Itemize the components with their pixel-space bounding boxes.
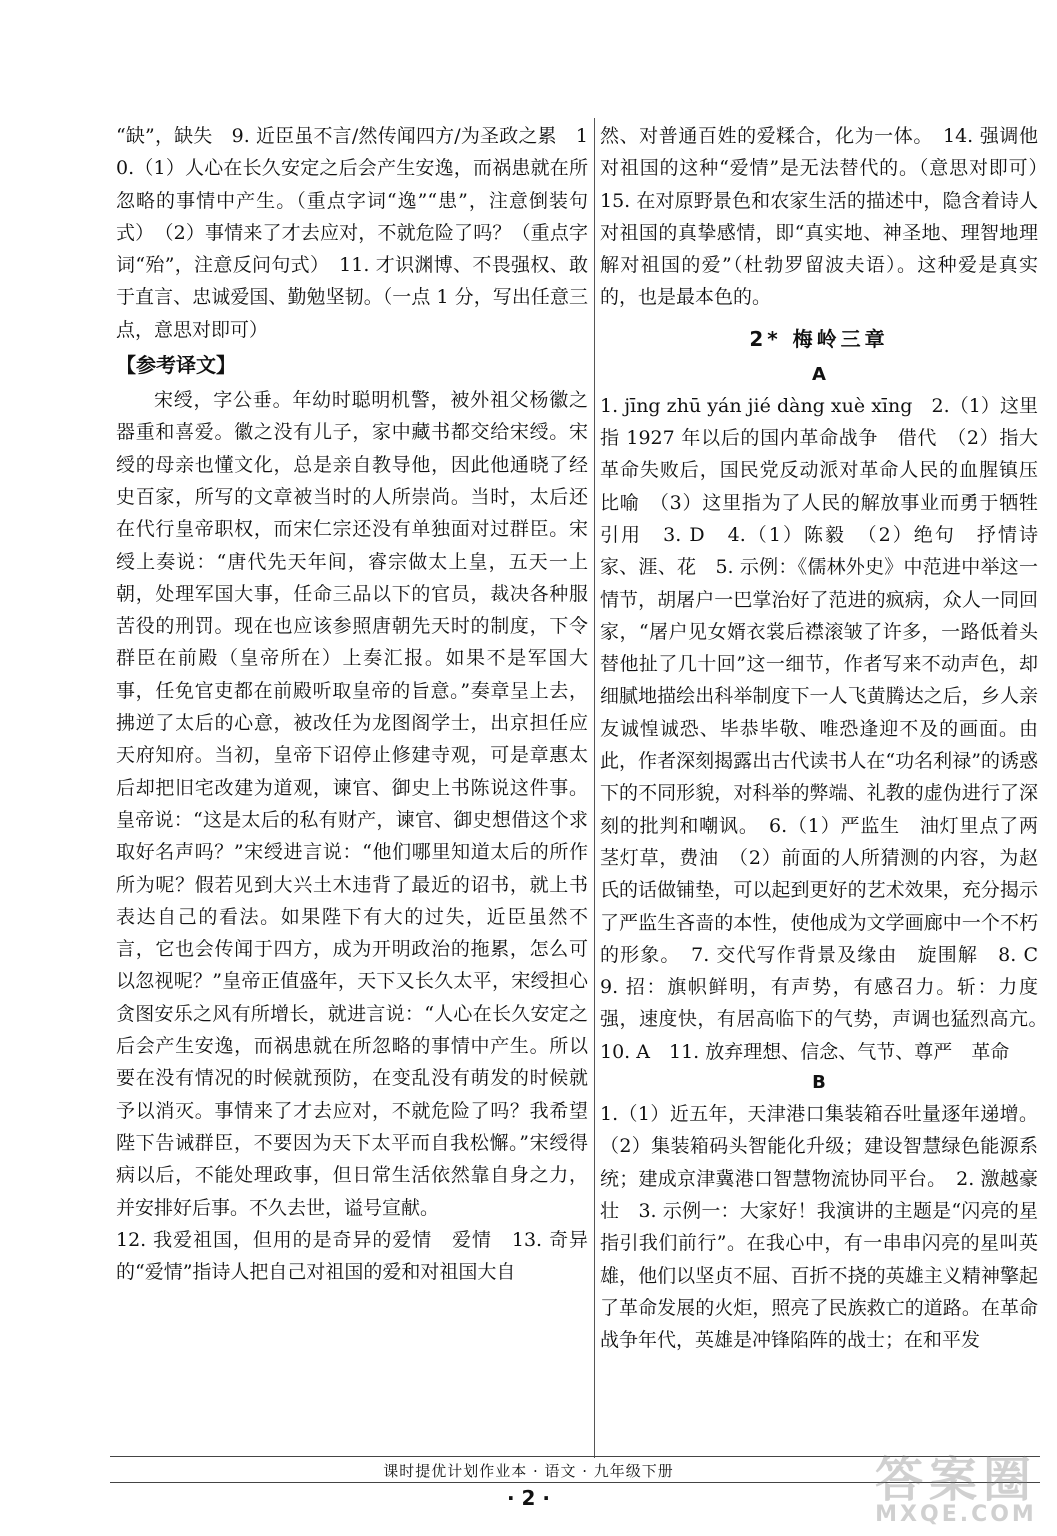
answer-paragraph: 1. jīng zhū yán jié dàng xuè xīng 2.（1）这里指 1927 年以后的国内革命战争 借代 （2）指大革命失败后，国民党反动派对革命人民的血腥镇压 比喻 （3）这里指为了人民的解放事业而勇于牺牲 引用 3. D 4.（1）陈毅 （2）绝句 抒情诗 家、涯、花 5. 示例：《儒林外史》中范进中举这一情节，胡屠户一巴掌治好了范进的疯病，众人一同回家，“屠户见女婿衣裳后襟滚皱了许多，一路低着头替他扯了几十回”这一细节，作者写来不动声色，却细腻地描绘出科举制度下一人飞黄腾达之后，乡人亲友诚惶诚恐、毕恭毕敬、唯恐逢迎不及的画面。由此，作者深刻揭露出古代读书人在“功名利禄”的诱惑下的不同形貌，对科举的弊端、礼教的虚伪进行了深刻的批判和嘲讽。 6.（1）严监生 油灯里点了两茎灯草，费油 （2）前面的人所猜测的内容，为赵氏的话做铺垫，可以起到更好的艺术效果，充分揭示了严监生吝啬的本性，使他成为文学画廊中一个不朽的形象。 7. 交代写作背景及缘由 旋围解 8. C 9. 招：旗帜鲜明，有声势，有感召力。斩：力度强，速度快，有居高临下的气势，声调也猛烈高亢。 10. A 11. 放弃理想、信念、气节、尊严 革命 [600, 394, 1057, 1063]
watermark-logo [874, 1452, 1037, 1527]
reference-translation-label: 【参考译文】 [116, 353, 236, 378]
answer-paragraph: “缺”，缺失 9. 近臣虽不言/然传闻四方/为圣政之累 10.（1）人心在长久安定之后会产生安逸，而祸患就在所忽略的事情中产生。（重点字词“逸”“患”，注意倒装句式） （2）事情来了才去应对，不就危险了吗？（重点字词“殆”，注意反问句式） 11. 才识渊博、不畏强权、敢于直言、忠诚爱国、勤勉坚韧。（一点 1 分，写出任意三点，意思对即可） [116, 125, 588, 341]
column-divider [594, 118, 595, 1458]
subsection-b-heading: B [812, 1072, 826, 1094]
answer-paragraph: 1.（1）近五年，天津港口集装箱吞吐量逐年递增。（2）集装箱码头智能化升级；建设智慧绿色能源系统；建成京津冀港口智慧物流协同平台。 2. 激越豪壮 3. 示例一：大家好！我演讲的主题是“闪亮的星指引我们前行”。在我心中，有一串串闪亮的星叫英雄，他们以坚贞不屈、百折不挠的英雄主义精神擎起了革命发展的火炬，照亮了民族救亡的道路。在革命战争年代，英雄是冲锋陷阵的战士；在和平发 [600, 1103, 1038, 1352]
watermark-url: MXQE.COM [875, 1502, 1037, 1527]
footer-book-title: 课时提优计划作业本 · 语文 · 九年级下册 [383, 1462, 674, 1480]
page-number: · 2 · [506, 1486, 551, 1510]
subsection-a-heading: A [812, 363, 826, 385]
translation-paragraph: 宋绶，字公垂。年幼时聪明机警，被外祖父杨徽之器重和喜爱。徽之没有儿子，家中藏书都交给宋绶。宋绶的母亲也懂文化，总是亲自教导他，因此他通晓了经史百家，所写的文章被当时的人所崇尚。当时，太后还在代行皇帝职权，而宋仁宗还没有单独面对过群臣。宋绶上奏说：“唐代先天年间，睿宗做太上皇，五天一上朝，处理军国大事，任命三品以下的官员，裁决各种服苦役的刑罚。现在也应该参照唐朝先天时的制度，下令群臣在前殿（皇帝所在）上奏汇报。如果不是军国大事，任免官吏都在前殿听取皇帝的旨意。”奏章呈上去，拂逆了太后的心意，被改任为龙图阁学士，出京担任应天府知府。当初，皇帝下诏停止修建寺观，可是章惠太后却把旧宅改建为道观，谏官、御史上书陈说这件事。皇帝说：“这是太后的私有财产，谏官、御史想借这个求取好名声吗？”宋绶进言说：“他们哪里知道太后的所作所为呢？假若见到大兴土木违背了最近的诏书，就上书表达自己的看法。如果陛下有大的过失，近臣虽然不言，它也会传闻于四方，成为开明政治的拖累，怎么可以忽视呢？”皇帝正值盛年，天下又长久太平，宋绶担心贪图安乐之风有所增长，就进言说：“人心在长久安定之后会产生安逸，而祸患就在所忽略的事情中产生。所以要在没有情况的时候就预防，在变乱没有萌发的时候就予以消灭。事情来了才去应对，不就危险了吗？我希望陛下告诫群臣，不要因为天下太平而自我松懈。”宋绶得病以后，不能处理政事，但日常生活依然靠自身之力，并安排好后事。不久去世，谥号宣献。 [116, 389, 588, 1219]
section-title: 2* 梅岭三章 [749, 326, 889, 351]
answer-paragraph: 然、对普通百姓的爱糅合，化为一体。 14. 强调他对祖国的这种“爱情”是无法替代的。（意思对即可） 15. 在对原野景色和农家生活的描述中，隐含着诗人对祖国的真挚感情，即“真实地、神圣地、理智地理解对祖国的爱”（杜勃罗留波夫语）。这种爱是真实的，也是最本色的。 [600, 125, 1057, 309]
answer-paragraph: 12. 我爱祖国，但用的是奇异的爱情 爱情 13. 奇异的“爱情”指诗人把自己对祖国的爱和对祖国大自 [116, 1228, 588, 1284]
right-column [600, 120, 1057, 1356]
watermark-text: 答案圈 [874, 1452, 1037, 1508]
left-column [116, 120, 588, 1288]
